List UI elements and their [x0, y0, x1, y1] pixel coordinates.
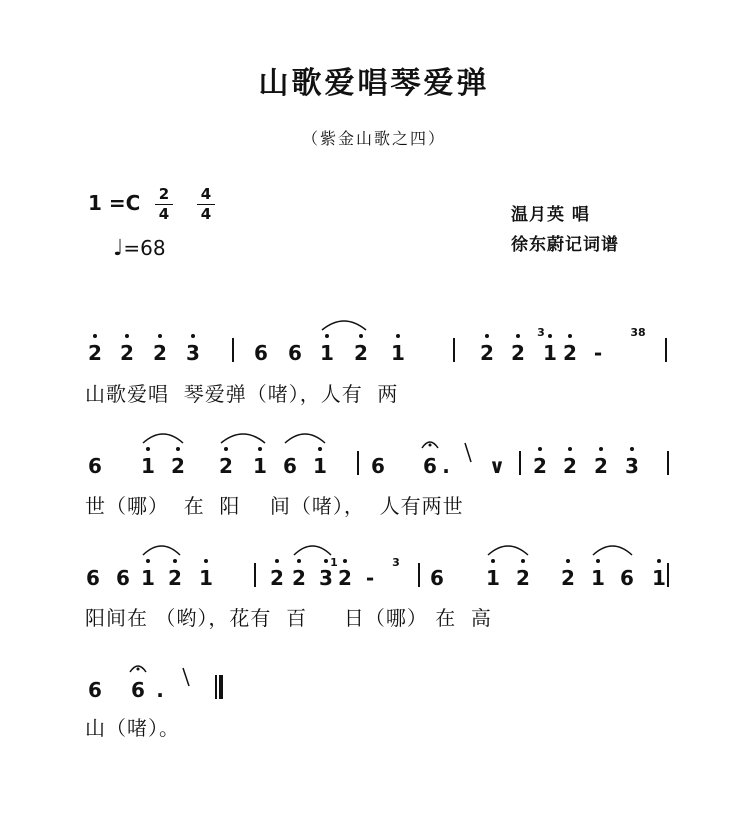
note: 2: [120, 341, 134, 365]
grace-note: 1: [330, 556, 338, 569]
slur: [322, 321, 366, 330]
octave-dot: [568, 334, 572, 338]
note: 1: [253, 454, 267, 478]
octave-dot: [485, 334, 489, 338]
octave-dot: [325, 334, 329, 338]
note: 2: [354, 341, 368, 365]
octave-dot: [599, 447, 603, 451]
note: 2: [480, 341, 494, 365]
note: 6: [88, 454, 102, 478]
octave-dot: [343, 559, 347, 563]
slur: [593, 546, 632, 555]
octave-dot: [318, 447, 322, 451]
octave-dot: [491, 559, 495, 563]
note: 2: [88, 341, 102, 365]
note: .: [442, 454, 450, 478]
note: 1: [320, 341, 334, 365]
octave-dot: [258, 447, 262, 451]
note: 6: [371, 454, 385, 478]
lyric-line-2: 世（哪） 在 阳 间（啫）， 人有两世: [85, 494, 464, 518]
note: 6: [254, 341, 268, 365]
octave-dot: [146, 447, 150, 451]
slur: [143, 546, 180, 555]
lyric-line-1: 山歌爱唱 琴爱弹（啫），人有 两: [85, 382, 399, 406]
octave-dot: [396, 334, 400, 338]
note: 2: [533, 454, 547, 478]
lyric-line-4: 山（啫）。: [85, 716, 180, 740]
time-signature-bottom: 4: [200, 205, 212, 223]
note: 2: [594, 454, 608, 478]
note: 1: [591, 566, 605, 590]
octave-dot: [538, 447, 542, 451]
note: 6: [283, 454, 297, 478]
note: 3: [186, 341, 200, 365]
time-signature-top: 4: [200, 185, 212, 203]
note: 2: [563, 341, 577, 365]
octave-dot: [125, 334, 129, 338]
note: 1: [141, 454, 155, 478]
fermata-dot: [429, 444, 432, 447]
note: 1: [141, 566, 155, 590]
note: 3: [625, 454, 639, 478]
note: 2: [153, 341, 167, 365]
time-signature-top: 2: [158, 185, 170, 203]
note: 2: [292, 566, 306, 590]
grace-note: 38: [630, 326, 646, 339]
note: 2: [563, 454, 577, 478]
note: 2: [219, 454, 233, 478]
note: 6: [288, 341, 302, 365]
note: 1: [313, 454, 327, 478]
octave-dot: [146, 559, 150, 563]
fermata-dot: [137, 668, 140, 671]
grace-note: 3: [537, 326, 545, 339]
octave-dot: [176, 447, 180, 451]
octave-dot: [630, 447, 634, 451]
octave-dot: [521, 559, 525, 563]
slur: [285, 434, 325, 443]
subtitle: （紫金山歌之四）: [301, 129, 446, 148]
note: 6: [86, 566, 100, 590]
time-signature-bottom: 4: [158, 205, 170, 223]
octave-dot: [275, 559, 279, 563]
note: 3: [319, 566, 333, 590]
note: 1: [652, 566, 666, 590]
octave-dot: [596, 559, 600, 563]
note: 1: [199, 566, 213, 590]
note: .: [156, 678, 164, 702]
octave-dot: [657, 559, 661, 563]
note: 2: [168, 566, 182, 590]
octave-dot: [173, 559, 177, 563]
note: 6: [88, 678, 102, 702]
octave-dot: [158, 334, 162, 338]
note: -: [593, 341, 603, 365]
octave-dot: [191, 334, 195, 338]
note: 1: [486, 566, 500, 590]
transcriber-credit: 徐东蔚记词谱: [511, 235, 619, 255]
octave-dot: [548, 334, 552, 338]
octave-dot: [224, 447, 228, 451]
quarter-note-icon: ♩: [113, 236, 124, 261]
tempo-value: =68: [123, 236, 166, 260]
page-title: 山歌爱唱琴爱弹: [258, 66, 490, 101]
slur: [143, 434, 183, 443]
octave-dot: [566, 559, 570, 563]
octave-dot: [324, 559, 328, 563]
slur: [221, 434, 265, 443]
octave-dot: [568, 447, 572, 451]
note: 1: [543, 341, 557, 365]
note: 2: [171, 454, 185, 478]
octave-dot: [359, 334, 363, 338]
note: 6: [116, 566, 130, 590]
note: -: [365, 566, 375, 590]
glissando-mark: [183, 668, 189, 686]
slur: [488, 546, 528, 555]
note: 2: [270, 566, 284, 590]
note: 6: [430, 566, 444, 590]
octave-dot: [93, 334, 97, 338]
glissando-mark: [465, 443, 471, 462]
note: 2: [511, 341, 525, 365]
note: 2: [561, 566, 575, 590]
key-signature: 1 =C: [88, 191, 141, 215]
note: 6: [423, 454, 437, 478]
singer-credit: 温月英 唱: [511, 205, 590, 225]
note: ∨: [488, 454, 506, 478]
note: 2: [516, 566, 530, 590]
note: 6: [620, 566, 634, 590]
note: 2: [338, 566, 352, 590]
octave-dot: [516, 334, 520, 338]
slur: [294, 546, 331, 555]
grace-note: 3: [392, 556, 400, 569]
note: 1: [391, 341, 405, 365]
octave-dot: [297, 559, 301, 563]
octave-dot: [204, 559, 208, 563]
lyric-line-3: 阳间在 （哟），花有 百 日（哪） 在 高: [85, 606, 492, 630]
note: 6: [131, 678, 145, 702]
